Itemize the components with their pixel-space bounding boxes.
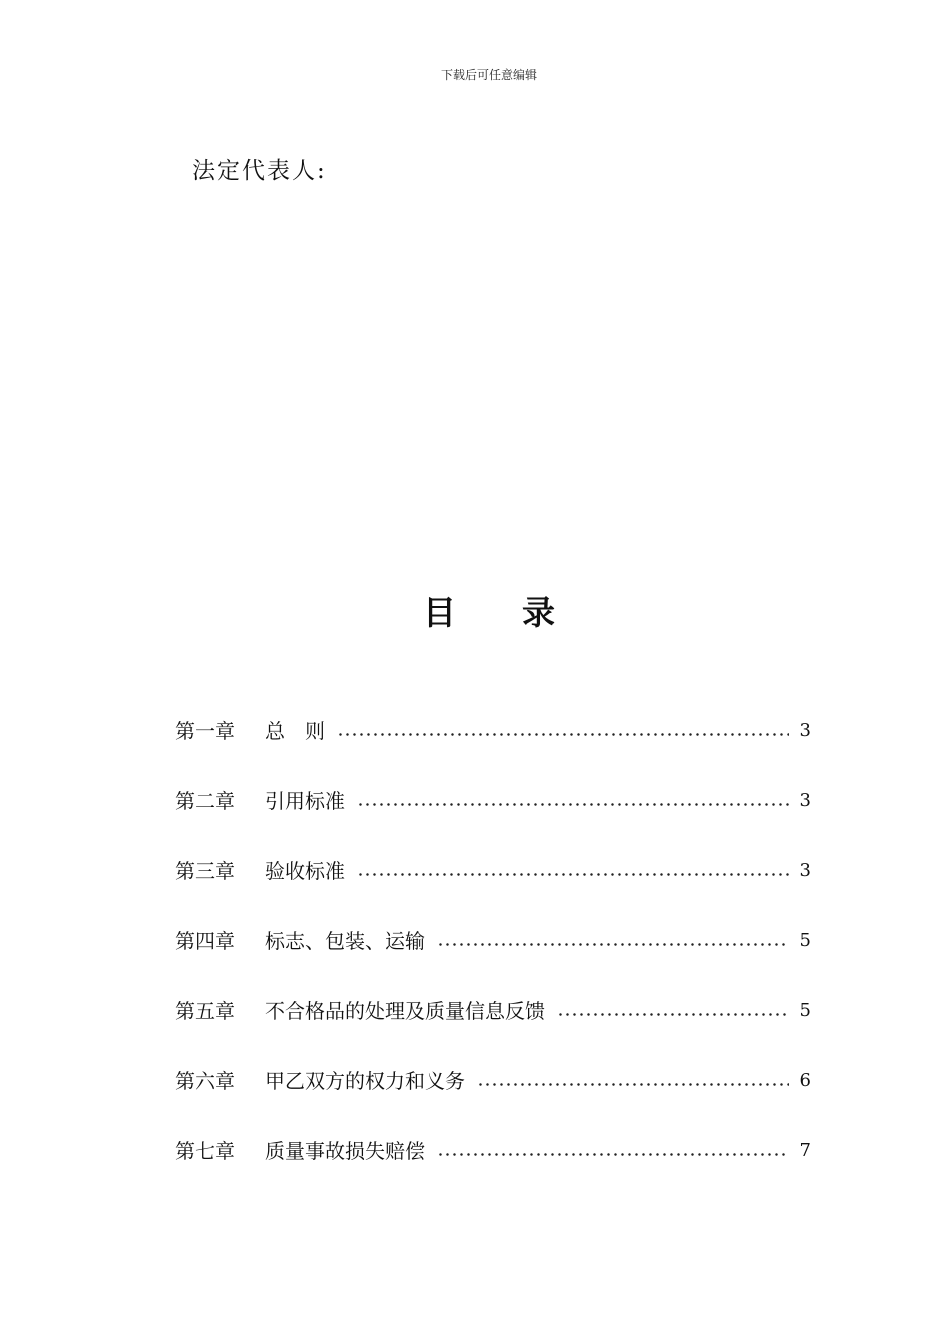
toc-dot-leader [337, 712, 789, 750]
toc-chapter-number: 第一章 [175, 719, 235, 743]
toc-page-number: 3 [799, 790, 811, 811]
toc-dot-leader [357, 852, 789, 890]
toc-page-number: 5 [799, 930, 811, 951]
toc-chapter-number: 第六章 [175, 1069, 235, 1093]
toc-page-number: 3 [799, 720, 811, 741]
toc-dot-leader [437, 922, 789, 960]
toc-chapter-number: 第七章 [175, 1139, 235, 1163]
toc-chapter-title: 引用标准 [265, 789, 345, 813]
toc-dot-leader [357, 782, 789, 820]
toc-entry-1[interactable] [175, 712, 811, 782]
toc-entry-5[interactable] [175, 992, 811, 1062]
toc-title: 目 录 [423, 593, 555, 632]
toc-entry-2[interactable] [175, 782, 811, 852]
toc-dot-leader [437, 1132, 789, 1170]
toc-entry-3[interactable] [175, 852, 811, 922]
toc-chapter-title: 质量事故损失赔偿 [265, 1139, 425, 1163]
toc-page-number: 5 [799, 1000, 811, 1021]
toc-chapter-number: 第四章 [175, 929, 235, 953]
toc-chapter-number: 第五章 [175, 999, 235, 1023]
toc-chapter-title: 总 则 [265, 719, 325, 743]
toc-chapter-title: 标志、包装、运输 [265, 929, 425, 953]
toc-entry-6[interactable] [175, 1062, 811, 1132]
toc-entry-4[interactable] [175, 922, 811, 992]
toc-page-number: 6 [799, 1070, 811, 1091]
toc-chapter-number: 第二章 [175, 789, 235, 813]
toc-chapter-title: 甲乙双方的权力和义务 [265, 1069, 465, 1093]
toc-page-number: 7 [799, 1140, 811, 1161]
legal-representative-label: 法定代表人: [192, 158, 327, 184]
toc-dot-leader [557, 992, 789, 1030]
toc-chapter-title: 不合格品的处理及质量信息反馈 [265, 999, 545, 1023]
toc-page-number: 3 [799, 860, 811, 881]
toc-dot-leader [477, 1062, 789, 1100]
header-note: 下载后可任意编辑 [440, 68, 537, 82]
table-of-contents [175, 712, 811, 1202]
toc-chapter-number: 第三章 [175, 859, 235, 883]
toc-chapter-title: 验收标准 [265, 859, 345, 883]
toc-entry-7[interactable] [175, 1132, 811, 1202]
